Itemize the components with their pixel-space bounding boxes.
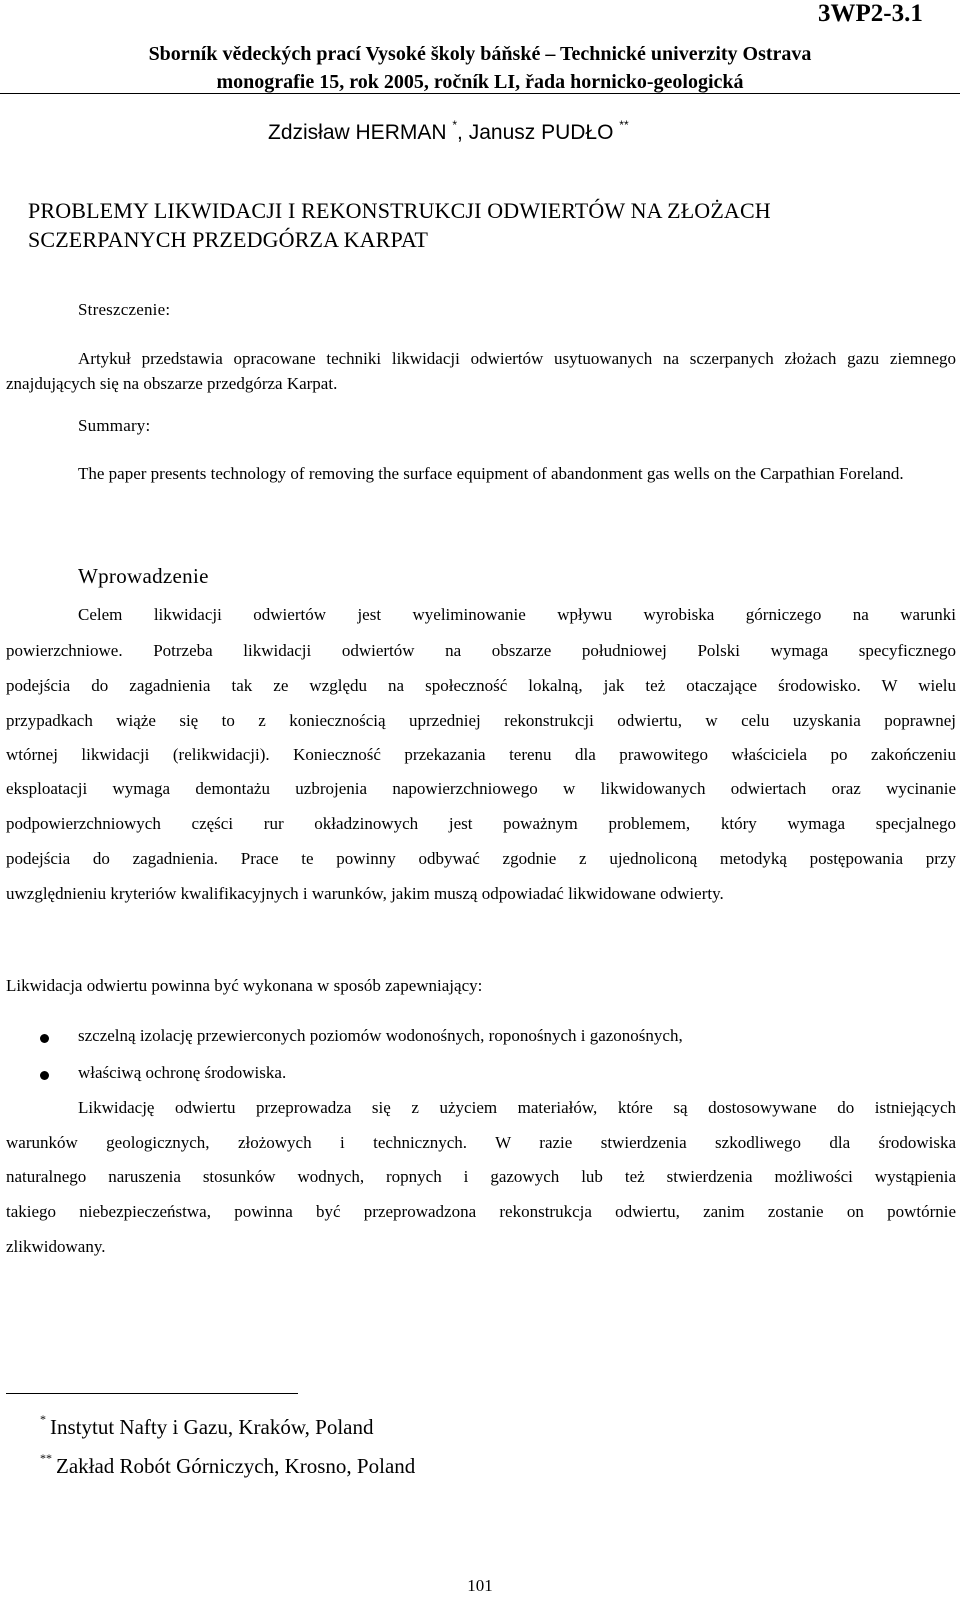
para2-line: warunków geologicznych, złożowych i technicznych. W razie stwierdzenia szkodliwego dla środowiska <box>6 1133 956 1152</box>
author-line <box>268 120 629 145</box>
author-separator: , <box>457 121 469 144</box>
journal-header <box>0 40 960 96</box>
journal-line-1: Sborník vědeckých prací Vysoké školy báňské – Technické univerzity Ostrava <box>148 43 812 65</box>
page-number: 101 <box>467 1576 493 1595</box>
bullet-item: właściwą ochronę środowiska. <box>78 1063 287 1082</box>
para2-line: zlikwidowany. <box>6 1237 106 1256</box>
para2-line: naturalnego naruszenia stosunków wodnych, ropnych i gazowych lub też stwierdzenia możliwości wystąpienia <box>6 1167 956 1186</box>
para1-line: Celem likwidacji odwiertów jest wyeliminowanie wpływu wyrobiska górniczego na warunki <box>78 605 956 624</box>
footnote-1-mark: * <box>40 1412 46 1426</box>
header-rule <box>0 93 960 94</box>
abstract-en-text: The paper presents technology of removing the surface equipment of abandonment gas wells on the Carpathian Foreland. <box>78 464 904 483</box>
journal-line-2: monografie 15, rok 2005, ročník LI, řada hornicko-geologická <box>216 71 744 93</box>
author-2-mark: ** <box>619 118 629 132</box>
bullet-marker <box>40 1034 49 1043</box>
footnote-2-mark: ** <box>40 1451 52 1465</box>
bullet-item: szczelną izolację przewierconych poziomów wodonośnych, roponośnych i gazonośnych, <box>78 1026 683 1045</box>
title-line-2: SCZERPANYCH PRZEDGÓRZA KARPAT <box>28 227 429 252</box>
footnote-2-text: Zakład Robót Górniczych, Krosno, Poland <box>56 1454 416 1478</box>
section-heading: Wprowadzenie <box>78 564 209 588</box>
para1-line: przypadkach wiąże się to z koniecznością uprzedniej rekonstrukcji odwiertu, w celu uzyskania poprawnej <box>6 711 956 730</box>
para1-line: eksploatacji wymaga demontażu uzbrojenia napowierzchniowego w likwidowanych odwiertach oraz wycinanie <box>6 779 956 798</box>
footnote-rule <box>6 1393 298 1394</box>
title-line-1: PROBLEMY LIKWIDACJI I REKONSTRUKCJI ODWIERTÓW NA ZŁOŻACH <box>28 198 771 223</box>
footnote-2 <box>40 1451 416 1479</box>
footnote-1-text: Instytut Nafty i Gazu, Kraków, Poland <box>50 1415 374 1439</box>
footnote-1 <box>40 1412 374 1440</box>
para2-line: Likwidację odwiertu przeprowadza się z użyciem materiałów, które są dostosowywane do istniejących <box>78 1098 956 1117</box>
paper-title <box>28 196 948 254</box>
document-code: 3WP2-3.1 <box>818 0 923 27</box>
list-intro: Likwidacja odwiertu powinna być wykonana w sposób zapewniający: <box>6 976 483 995</box>
para1-line: podejścia do zagadnienia tak ze względu na społeczność lokalną, jak też otaczające środowisko. W wielu <box>6 676 956 695</box>
para1-line: uwzględnieniu kryteriów kwalifikacyjnych i warunków, jakim muszą odpowiadać likwidowane odwierty. <box>6 884 724 903</box>
para1-line: wtórnej likwidacji (relikwidacji). Konieczność przekazania terenu dla prawowitego właściciela po zakończeniu <box>6 745 956 764</box>
bullet-marker <box>40 1071 49 1080</box>
author-1: Zdzisław HERMAN <box>268 121 447 144</box>
para1-line: powierzchniowe. Potrzeba likwidacji odwiertów na obszarze południowej Polski wymaga specyficznego <box>6 641 956 660</box>
para1-line: podpowierzchniowych części rur okładzinowych jest poważnym problemem, który wymaga specjalnego <box>6 814 956 833</box>
abstract-en-label: Summary: <box>78 416 151 435</box>
para1-line: podejścia do zagadnienia. Prace te powinny odbywać zgodnie z ujednoliconą metodyką postępowania przy <box>6 849 956 868</box>
author-1-mark: * <box>452 118 458 132</box>
para2-line: takiego niebezpieczeństwa, powinna być przeprowadzona rekonstrukcja odwiertu, zanim zostanie on powtórnie <box>6 1202 956 1221</box>
abstract-pl-label: Streszczenie: <box>78 300 171 319</box>
abstract-pl-text: Artykuł przedstawia opracowane techniki likwidacji odwiertów usytuowanych na sczerpanych złożach gazu ziemnego znajdujących się na obszarze przedgórza Karpat. <box>6 349 956 393</box>
author-2: Janusz PUDŁO <box>468 121 614 144</box>
